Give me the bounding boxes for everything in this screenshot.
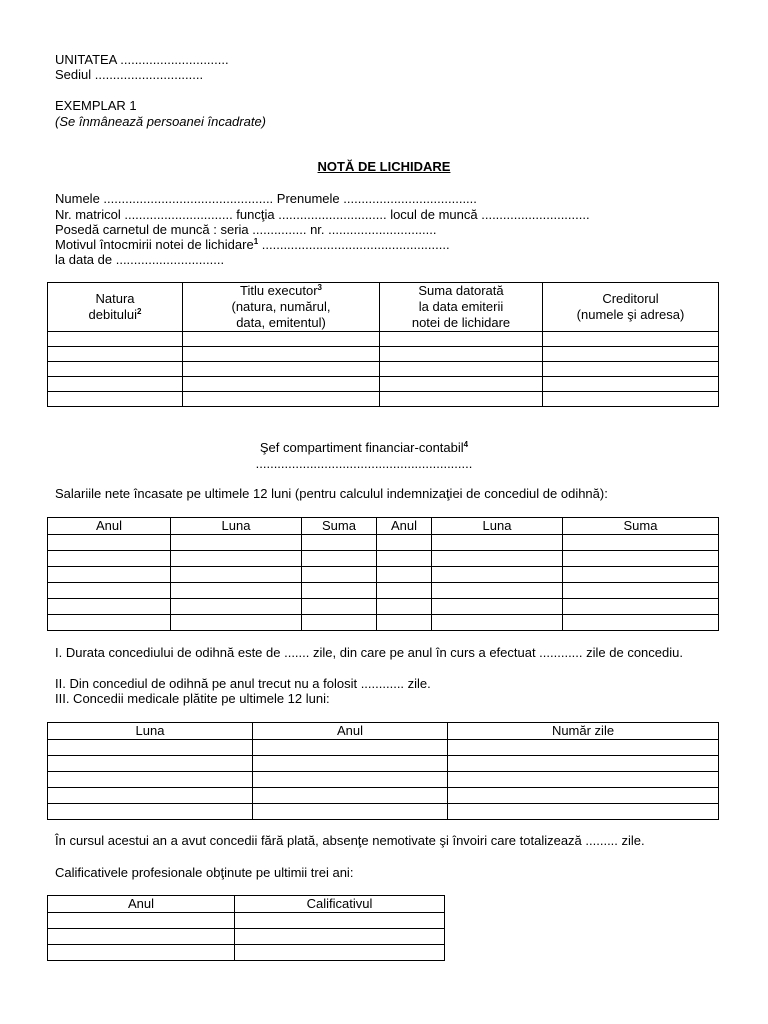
table-row xyxy=(48,756,719,772)
medical-header-month: Luna xyxy=(48,723,253,740)
table-row xyxy=(48,740,719,756)
table-row xyxy=(48,945,445,961)
table-row xyxy=(48,615,719,631)
medical-leave-intro: III. Concedii medicale plătite pe ultimele 12 luni: xyxy=(55,691,330,706)
salaries-header-row xyxy=(48,518,719,535)
ratings-intro: Calificativele profesionale obţinute pe ultimii trei ani: xyxy=(55,865,354,880)
document-title: NOTĂ DE LICHIDARE xyxy=(317,159,451,174)
workbook-line: Posedă carnetul de muncă : seria ............... nr. .............................. xyxy=(55,222,437,237)
salaries-header-year-1: Anul xyxy=(48,518,171,535)
salaries-header-month-1: Luna xyxy=(171,518,302,535)
signature-line: ............................................................ xyxy=(255,456,473,471)
reason-line: Motivul întocmirii notei de lichidare$^1$ .................................................... xyxy=(55,237,450,252)
salaries-header-sum-1: Suma xyxy=(302,518,377,535)
table-row xyxy=(48,392,719,407)
debts-header-title: Titlu executor$^3$ (natura, numărul, data, emitentul) xyxy=(183,283,380,332)
debts-header-row xyxy=(48,283,719,332)
medical-header-days: Număr zile xyxy=(448,723,719,740)
salaries-header-year-2: Anul xyxy=(377,518,432,535)
leave-duration-text: I. Durata concediului de odihnă este de ....... zile, din care pe anul în curs a efectuat ............ zile de concediu. xyxy=(55,645,683,660)
unit-name-line: UNITATEA .............................. xyxy=(55,52,229,67)
salaries-header-sum-2: Suma xyxy=(563,518,719,535)
table-row xyxy=(48,804,719,820)
copy-label: EXEMPLAR 1 xyxy=(55,98,137,113)
medical-header-row xyxy=(48,723,719,740)
table-row xyxy=(48,551,719,567)
ratings-header-rating: Calificativul xyxy=(235,896,445,913)
ratings-table xyxy=(47,895,445,961)
debts-header-nature: Natura debitului$^2$ xyxy=(48,283,183,332)
salaries-header-month-2: Luna xyxy=(432,518,563,535)
table-row xyxy=(48,772,719,788)
table-row xyxy=(48,788,719,804)
headquarters-line: Sediul .............................. xyxy=(55,67,204,82)
date-line: la data de .............................. xyxy=(55,252,225,267)
medical-leave-table xyxy=(47,722,719,820)
debts-table xyxy=(47,282,719,407)
table-row xyxy=(48,535,719,551)
table-row xyxy=(48,583,719,599)
name-line: Numele ............................................... Prenumele ..................................... xyxy=(55,191,477,206)
table-row xyxy=(48,347,719,362)
table-row xyxy=(48,913,445,929)
table-row xyxy=(48,332,719,347)
table-row xyxy=(48,929,445,945)
debts-header-creditor: Creditorul (numele şi adresa) xyxy=(543,283,719,332)
ratings-header-row xyxy=(48,896,445,913)
unused-leave-text: II. Din concediul de odihnă pe anul trecut nu a folosit ............ zile. xyxy=(55,676,431,691)
copy-note: (Se înmânează persoanei încadrate) xyxy=(55,114,267,129)
table-row xyxy=(48,567,719,583)
medical-header-year: Anul xyxy=(253,723,448,740)
table-row xyxy=(48,362,719,377)
debts-header-amount: Suma datorată la data emiterii notei de lichidare xyxy=(380,283,543,332)
employee-id-line: Nr. matricol .............................. funcţia .............................. locul de muncă .............................. xyxy=(55,207,590,222)
salaries-intro: Salariile nete încasate pe ultimele 12 luni (pentru calculul indemnizaţiei de concediul de odihnă): xyxy=(55,486,608,501)
unpaid-leave-text: În cursul acestui an a avut concedii fără plată, absenţe nemotivate şi învoiri care totalizează ......... zile. xyxy=(55,833,645,848)
signature-label: Şef compartiment financiar-contabil$^4$ xyxy=(259,440,469,455)
ratings-header-year: Anul xyxy=(48,896,235,913)
salaries-table xyxy=(47,517,719,631)
table-row xyxy=(48,377,719,392)
table-row xyxy=(48,599,719,615)
